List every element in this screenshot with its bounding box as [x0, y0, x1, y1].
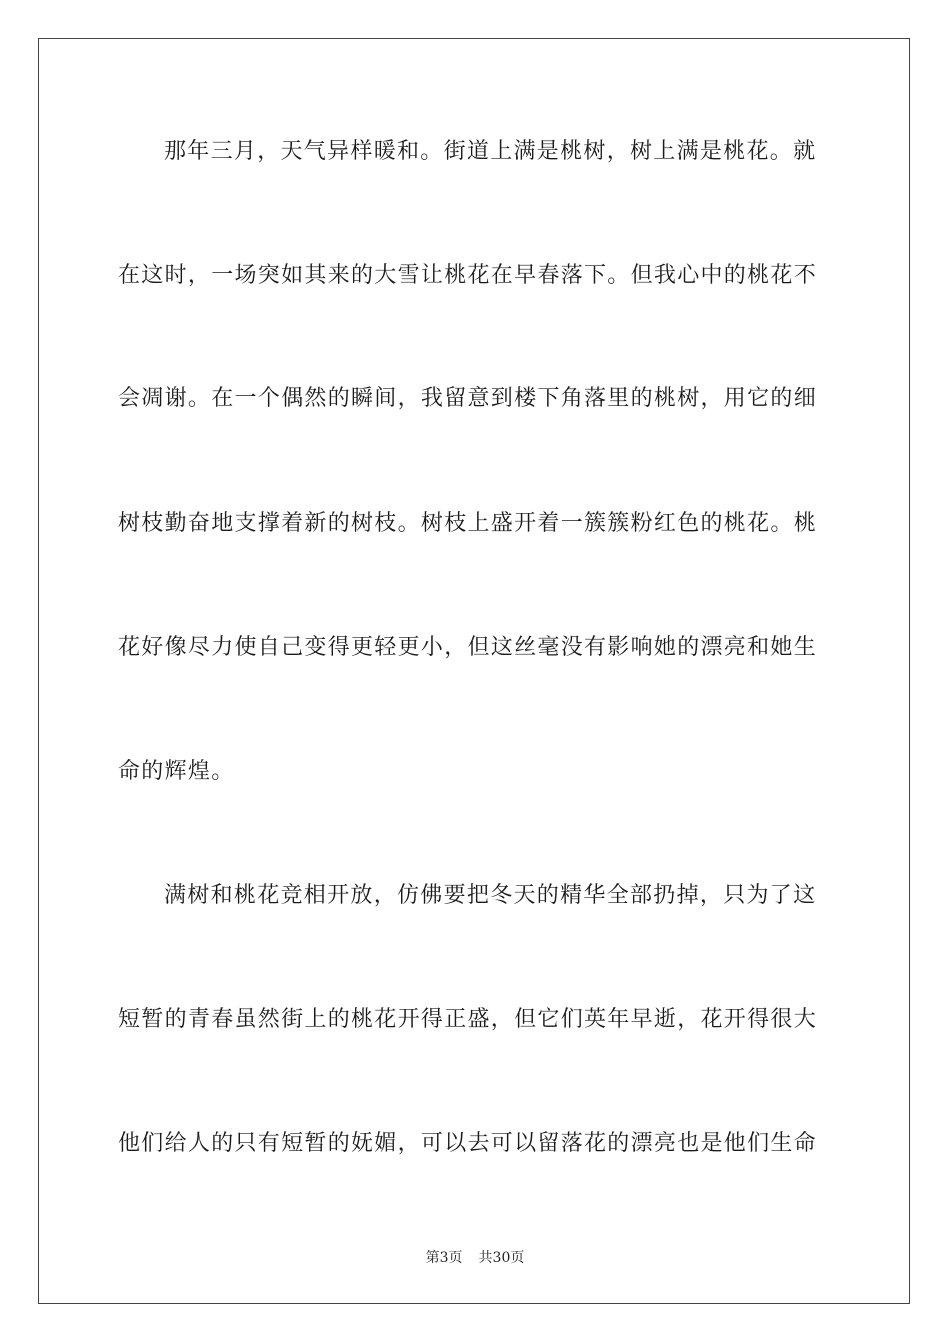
- paragraph-2-line-1: 满树和桃花竞相开放，仿佛要把冬天的精华全部扔掉，只为了这: [164, 883, 817, 908]
- page-border: [38, 38, 910, 1304]
- page-total: 共30页: [478, 1250, 525, 1266]
- paragraph-1-line-1: 那年三月，天气异样暖和。街道上满是桃树，树上满是桃花。就: [164, 139, 817, 164]
- page-footer: [0, 1248, 950, 1268]
- paragraph-1-line-3: 会凋谢。在一个偶然的瞬间，我留意到楼下角落里的桃树，用它的细: [118, 386, 818, 411]
- paragraph-1-line-5: 花好像尽力使自己变得更轻更小，但这丝毫没有影响她的漂亮和她生: [118, 635, 818, 660]
- paragraph-2-line-2: 短暂的青春虽然街上的桃花开得正盛，但它们英年早逝，花开得很大: [118, 1007, 818, 1032]
- paragraph-1-line-6: 命的辉煌。: [118, 759, 235, 784]
- paragraph-1-line-2: 在这时，一场突如其来的大雪让桃花在早春落下。但我心中的桃花不: [118, 263, 818, 288]
- page-number: 第3页: [425, 1250, 463, 1266]
- paragraph-2-line-3: 他们给人的只有短暂的妩媚，可以去可以留落花的漂亮也是他们生命: [118, 1131, 818, 1156]
- paragraph-1-line-4: 树枝勤奋地支撑着新的树枝。树枝上盛开着一簇簇粉红色的桃花。桃: [118, 511, 818, 536]
